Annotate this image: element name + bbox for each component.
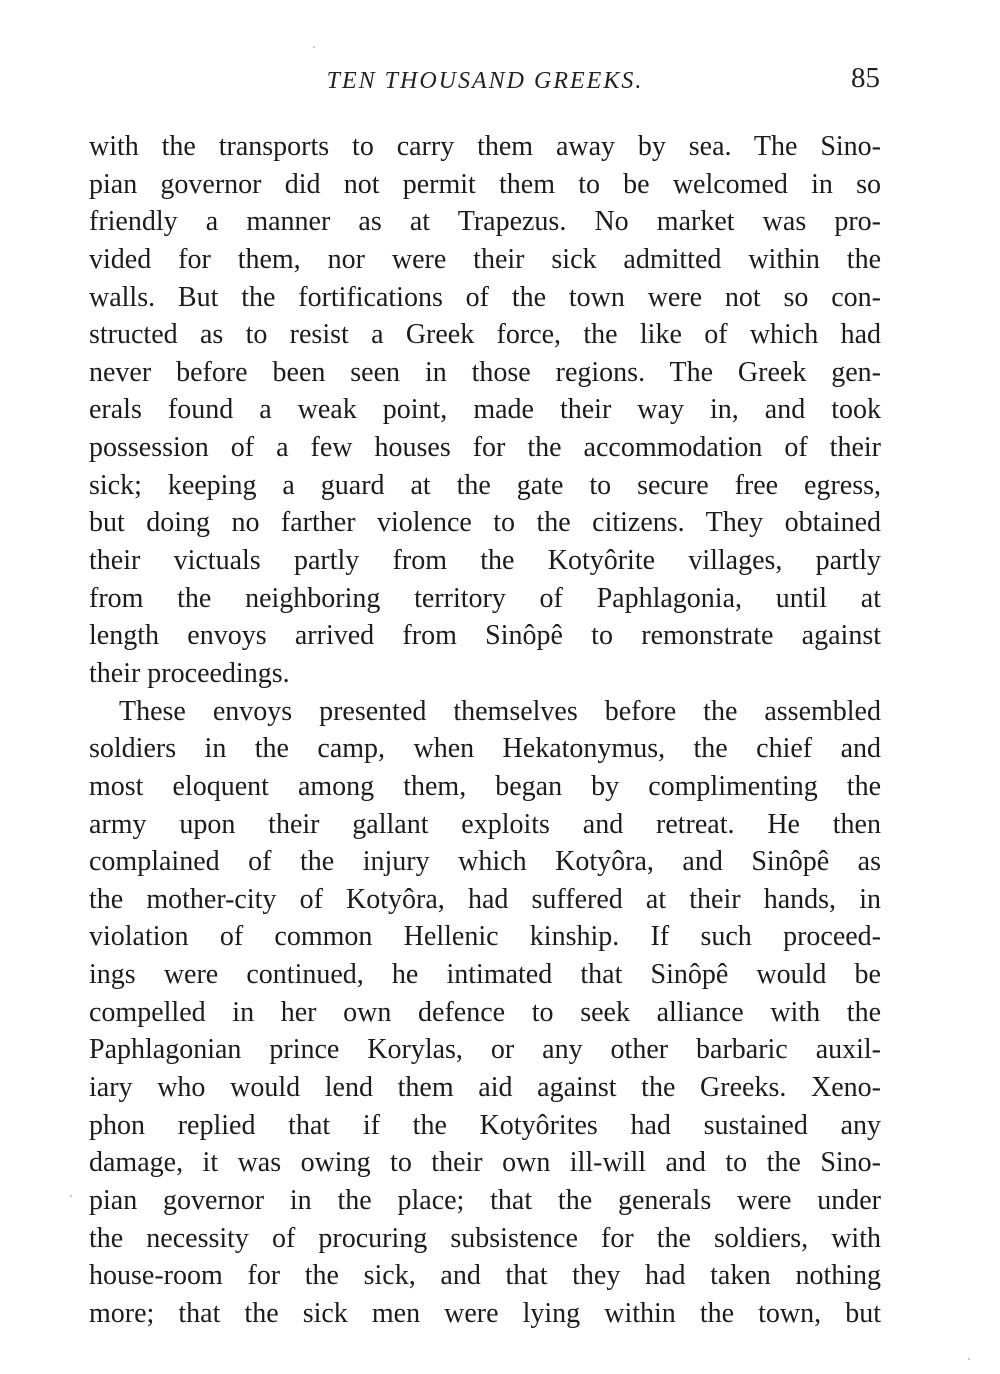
text-line: never before been seen in those regions. The Greek gen-	[89, 356, 881, 388]
text-line: their proceedings.	[89, 657, 290, 689]
text-line: vided for them, nor were their sick admitted within the	[89, 243, 881, 275]
text-line: most eloquent among them, began by complimenting the	[89, 770, 881, 802]
text-line: sick; keeping a guard at the gate to secure free egress,	[89, 469, 881, 501]
text-line: compelled in her own defence to seek alliance with the	[89, 996, 881, 1028]
text-line: iary who would lend them aid against the Greeks. Xeno-	[89, 1072, 881, 1104]
running-title: TEN THOUSAND GREEKS.	[326, 68, 644, 94]
text-line: house-room for the sick, and that they had taken nothing	[89, 1260, 881, 1292]
text-line: Paphlagonian prince Korylas, or any other barbaric auxil-	[89, 1034, 881, 1066]
text-line: the mother-city of Kotyôra, had suffered at their hands, in	[89, 883, 881, 915]
text-line: walls. But the fortifications of the town were not so con-	[89, 281, 881, 313]
text-line: friendly a manner as at Trapezus. No market was pro-	[89, 206, 881, 238]
text-line: pian governor did not permit them to be welcomed in so	[89, 168, 881, 200]
text-line: but doing no farther violence to the citizens. They obtained	[89, 507, 881, 539]
text-line: the necessity of procuring subsistence for the soldiers, with	[89, 1222, 881, 1254]
text-line: These envoys presented themselves before the assembled	[119, 695, 881, 727]
text-line: pian governor in the place; that the generals were under	[89, 1184, 881, 1216]
text-line: damage, it was owing to their own ill-will and to the Sino-	[89, 1147, 881, 1179]
paragraph-1	[89, 128, 881, 693]
scan-speck	[70, 1195, 72, 1197]
text-line: with the transports to carry them away by sea. The Sino-	[89, 131, 881, 162]
text-line: their victuals partly from the Kotyôrite villages, partly	[89, 545, 881, 577]
text-line: violation of common Hellenic kinship. If such proceed-	[89, 921, 881, 953]
running-head	[90, 62, 880, 102]
body-text	[89, 128, 881, 1333]
text-line: phon replied that if the Kotyôrites had sustained any	[89, 1109, 881, 1141]
text-line: ings were continued, he intimated that Sinôpê would be	[89, 959, 881, 991]
scan-speck	[313, 46, 315, 48]
text-line: complained of the injury which Kotyôra, and Sinôpê as	[89, 846, 881, 878]
paragraph-2	[89, 693, 881, 1333]
text-line: soldiers in the camp, when Hekatonymus, the chief and	[89, 733, 881, 765]
text-line: army upon their gallant exploits and retreat. He then	[89, 808, 881, 840]
text-line: from the neighboring territory of Paphlagonia, until at	[89, 582, 881, 614]
text-line: possession of a few houses for the accommodation of their	[89, 432, 881, 464]
text-line: erals found a weak point, made their way in, and took	[89, 394, 881, 426]
text-line: more; that the sick men were lying within the town, but	[89, 1297, 881, 1329]
text-line: length envoys arrived from Sinôpê to remonstrate against	[89, 620, 881, 652]
scan-speck	[968, 1358, 970, 1360]
page-number: 85	[851, 62, 880, 94]
text-line: structed as to resist a Greek force, the like of which had	[89, 319, 881, 351]
